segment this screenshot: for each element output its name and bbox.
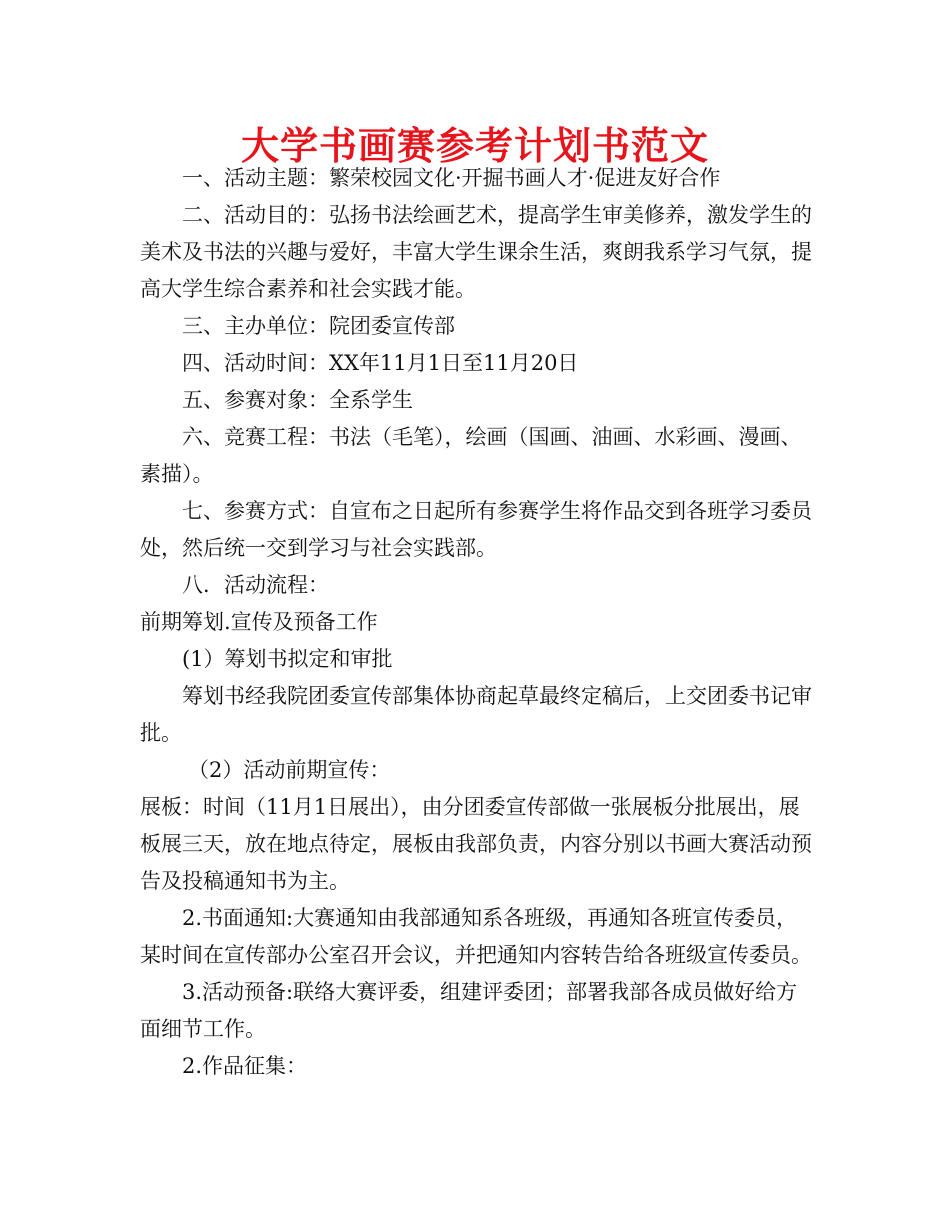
paragraph-participants: 五、参赛对象：全系学生 — [182, 388, 413, 412]
paragraph-plan-approval: 筹划书经我院团委宣传部集体协商起草最终定稿后，上交团委书记审批。 — [140, 684, 812, 745]
paragraph-publicity-heading: （2）活动前期宣传： — [188, 758, 391, 782]
paragraph-display-board: 展板：时间（11月1日展出），由分团委宣传部做一张展板分批展出，展板展三天，放在地点待定，展板由我部负责，内容分别以书画大赛活动预告及投稿通知书为主。 — [140, 795, 812, 893]
paragraph-collection: 2.作品征集： — [182, 1054, 308, 1078]
paragraph-theme: 一、活动主题：繁荣校园文化·开掘书画人才·促进友好合作 — [182, 166, 721, 190]
paragraph-process-heading: 八．活动流程： — [182, 573, 329, 597]
document-body — [140, 160, 815, 1085]
paragraph-purpose: 二、活动目的：弘扬书法绘画艺术，提高学生审美修养，激发学生的美术及书法的兴趣与爱好，丰富大学生课余生活，爽朗我系学习气氛，提高大学生综合素养和社会实践才能。 — [140, 203, 812, 301]
paragraph-categories: 六、竞赛工程：书法（毛笔），绘画（国画、油画、水彩画、漫画、素描）。 — [140, 425, 802, 486]
document-title: 大学书画赛参考计划书范文 — [240, 124, 709, 168]
paragraph-time: 四、活动时间：XX年11月1日至11月20日 — [182, 351, 579, 375]
paragraph-preparation: 前期筹划.宣传及预备工作 — [140, 610, 378, 634]
paragraph-method: 七、参赛方式：自宣布之日起所有参赛学生将作品交到各班学习委员处，然后统一交到学习与社会实践部。 — [140, 499, 812, 560]
paragraph-written-notice: 2.书面通知:大赛通知由我部通知系各班级，再通知各班宣传委员，某时间在宣传部办公室召开会议，并把通知内容转告给各班级宣传委员。 — [140, 906, 812, 967]
paragraph-activity-prep: 3.活动预备:联络大赛评委，组建评委团；部署我部各成员做好给方面细节工作。 — [140, 980, 798, 1041]
paragraph-plan-draft: (1）筹划书拟定和审批 — [182, 647, 393, 671]
paragraph-organizer: 三、主办单位：院团委宣传部 — [182, 314, 455, 338]
